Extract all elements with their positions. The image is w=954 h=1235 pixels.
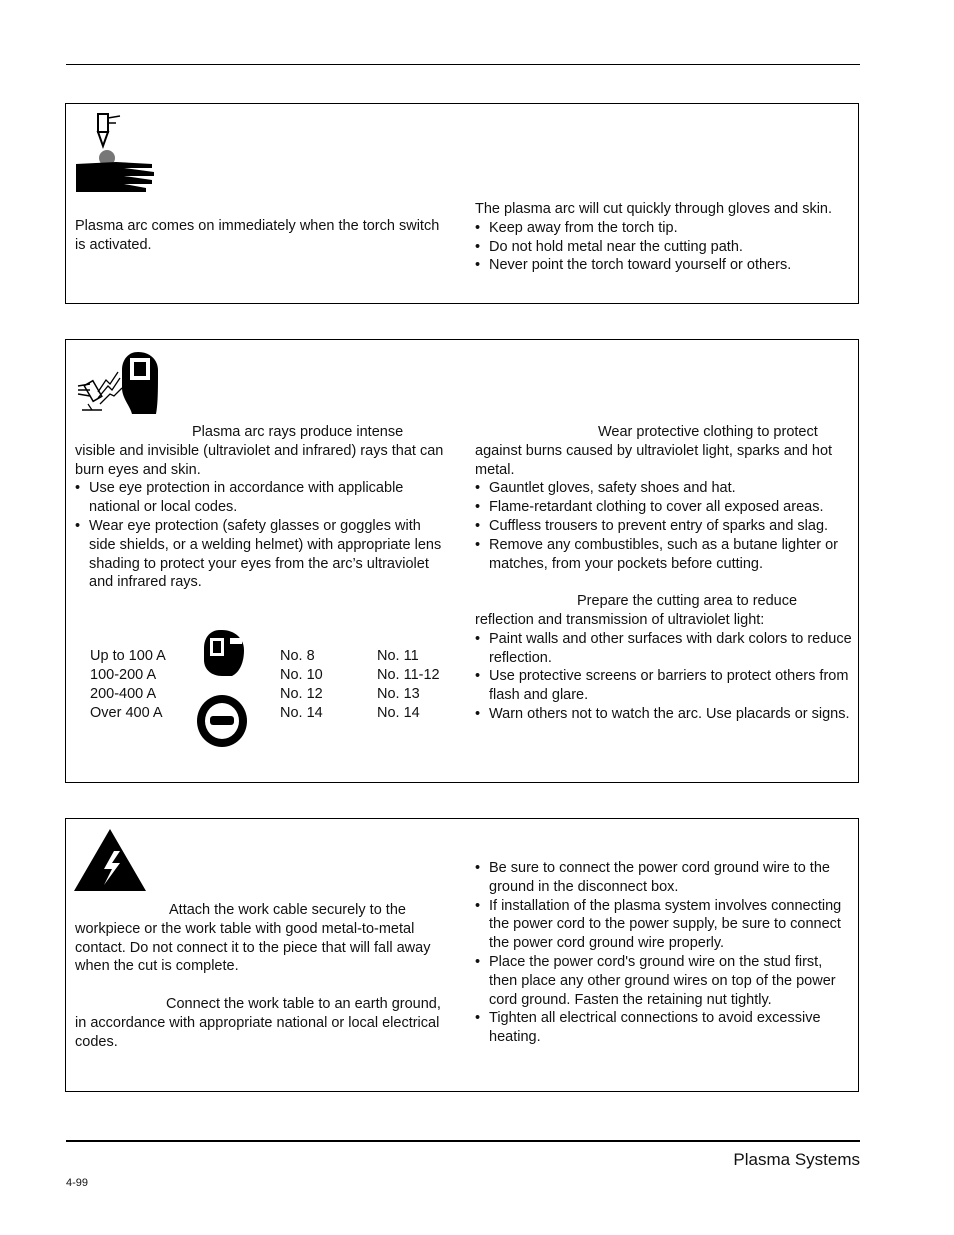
shade-value: No. 14 xyxy=(280,705,323,721)
left-paragraph-2-text: Connect the work table to an earth ground, in accordance with appropriate national or local electrical codes. xyxy=(75,995,441,1050)
shade-current: Over 400 A xyxy=(90,705,163,721)
hand-cut-icon xyxy=(74,112,156,194)
shade-current: 100-200 A xyxy=(90,667,157,683)
list-item: • Flame-retardant clothing to cover all exposed areas. xyxy=(475,498,853,517)
right-intro: The plasma arc will cut quickly through gloves and skin. xyxy=(475,201,833,217)
list-item: • Do not hold metal near the cutting path. xyxy=(475,238,851,257)
list-item: • Remove any combustibles, such as a butane lighter or matches, from your pockets before cutting. xyxy=(475,536,853,574)
arc-cut-hazard-box xyxy=(65,103,859,304)
arc-rays-icon xyxy=(74,348,160,416)
bottom-rule xyxy=(66,1140,860,1142)
list-item: • If installation of the plasma system involves connecting the power cord to the power supply, be sure to connect the power cord ground wire properly. xyxy=(475,897,853,953)
list-item: • Keep away from the torch tip. xyxy=(475,219,851,238)
shade-value: No. 10 xyxy=(280,667,323,683)
list-item: • Place the power cord's ground wire on the stud first, then place any other ground wires on top of the power cord ground. Fasten the retaining nut tightly. xyxy=(475,953,853,1009)
shade-value: No. 11 xyxy=(377,648,419,664)
left-text: Plasma arc comes on immediately when the torch switch is activated. xyxy=(75,218,440,253)
shade-value: No. 14 xyxy=(377,705,420,721)
left-intro xyxy=(75,423,447,479)
bullet-list xyxy=(75,479,447,592)
list-item: • Cuffless trousers to prevent entry of sparks and slag. xyxy=(475,517,853,536)
left-paragraph-1-text: Attach the work cable securely to the workpiece or the work table with good metal-to-metal contact. Do not connect it to the piece that will fall away when the cut is complete. xyxy=(75,902,431,975)
list-item: • Gauntlet gloves, safety shoes and hat. xyxy=(475,479,853,498)
right-intro-text: Wear protective clothing to protect against burns caused by ultraviolet light, sparks and hot metal. xyxy=(475,424,833,478)
left-paragraph-2 xyxy=(75,995,447,1051)
face-shield-icon xyxy=(196,694,248,748)
bullet-list xyxy=(475,859,853,1047)
shade-value: No. 13 xyxy=(377,686,420,702)
list-item: • Use protective screens or barriers to protect others from flash and glare. xyxy=(475,667,853,705)
bullet-list xyxy=(475,219,851,275)
shade-current: Up to 100 A xyxy=(90,648,166,664)
page-number: 4-99 xyxy=(66,1177,89,1189)
right-intro-2-text: Prepare the cutting area to reduce reflection and transmission of ultraviolet light: xyxy=(475,593,798,628)
right-intro xyxy=(475,423,853,479)
footer-title: Plasma Systems xyxy=(733,1150,860,1169)
welding-helmet-icon xyxy=(200,628,246,678)
list-item: • Be sure to connect the power cord ground wire to the ground in the disconnect box. xyxy=(475,859,853,897)
list-item: • Wear eye protection (safety glasses or goggles with side shields, or a welding helmet) with appropriate lens shading to protect your eyes from the arc’s ultraviolet and infrared rays. xyxy=(75,517,447,592)
electric-shock-hazard-box xyxy=(65,818,859,1092)
bullet-list xyxy=(475,630,853,724)
shade-value: No. 8 xyxy=(280,648,315,664)
list-item: • Warn others not to watch the arc. Use placards or signs. xyxy=(475,705,853,724)
left-paragraph-1 xyxy=(75,901,447,976)
shade-current: 200-400 A xyxy=(90,686,157,702)
shade-value: No. 11-12 xyxy=(377,667,440,683)
list-item: • Use eye protection in accordance with applicable national or local codes. xyxy=(75,479,447,517)
list-item: • Never point the torch toward yourself or others. xyxy=(475,256,851,275)
left-intro-text: Plasma arc rays produce intense visible and invisible (ultraviolet and infrared) rays that can burn eyes and skin. xyxy=(75,424,444,478)
bullet-list xyxy=(475,479,853,573)
electric-shock-warning-icon xyxy=(74,829,146,893)
list-item: • Tighten all electrical connections to avoid excessive heating. xyxy=(475,1009,853,1047)
right-intro-2 xyxy=(475,592,853,630)
shade-value: No. 12 xyxy=(280,686,323,702)
arc-rays-hazard-box xyxy=(65,339,859,783)
top-rule xyxy=(66,64,860,65)
list-item: • Paint walls and other surfaces with dark colors to reduce reflection. xyxy=(475,630,853,668)
